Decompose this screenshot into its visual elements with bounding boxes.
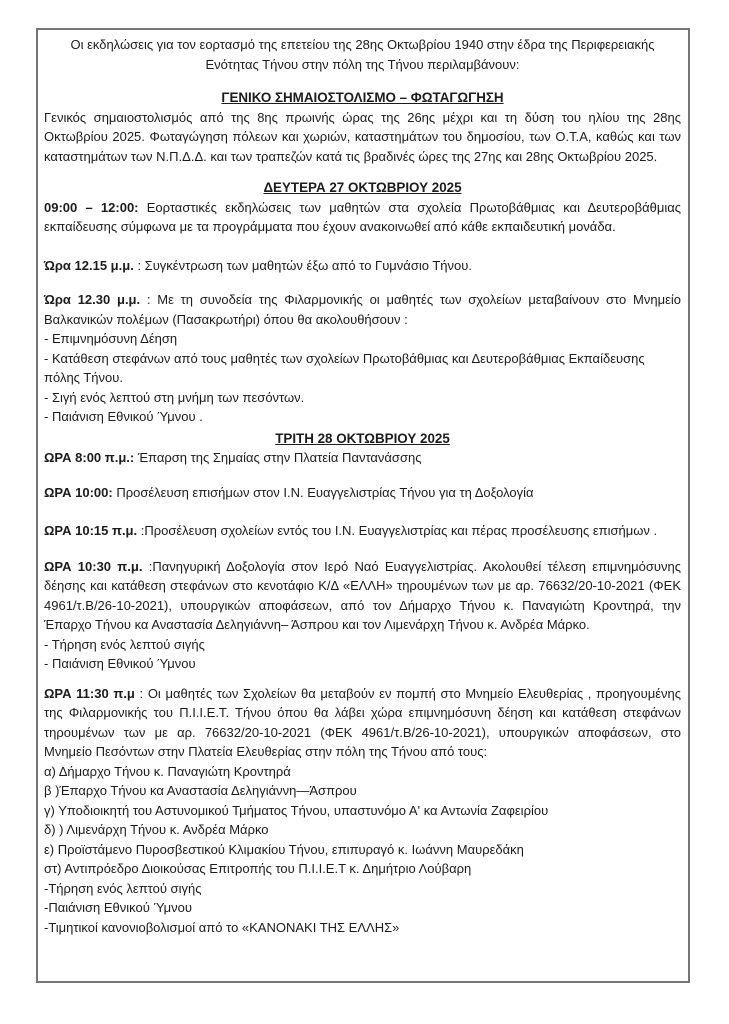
list-item: - Κατάθεση στεφάνων από τους μαθητές των σχολείων Πρωτοβάθμιας και Δευτεροβάθμιας Εκπαίδευσης πόλης Τήνου. (44, 350, 645, 385)
event-text: :Πανηγυρική Δοξολογία στον Ιερό Ναό Ευαγγελιστρίας. Ακολουθεί τέλεση επιμνημόσυνης δέησης και κατάθεση στεφάνων στο κενοτάφιο Κ/Δ «ΕΛΛΗ» τηρουμένων των με αρ. 76632/20-10-2021 (ΦΕΚ 4961/τ.Β/26-10-2021), υπουργικών αποφάσεων, από τον Δήμαρχο Τήνου κ. Παναγιώτη Κροντηρά, την Έπαρχο Τήνου κα Αναστασία Δεληγιάννη– Άσπρου και τον Λιμενάρχη Τήνου κ. Ανδρέα Μάρκο. (44, 558, 681, 632)
monday-event-1215 (44, 256, 681, 276)
list-item: - Παιάνιση Εθνικού Ύμνου (44, 656, 196, 671)
list-item: -Τιμητικοί κανονιοβολισμοί από το «ΚΑΝΟΝΑΚΙ ΤΗΣ ΕΛΛΗΣ» (44, 919, 400, 935)
tuesday-heading-text: ΤΡΙΤΗ 28 ΟΚΤΩΒΡΙΟΥ 2025 (275, 430, 450, 446)
tuesday-event-0800 (44, 448, 681, 468)
event-time: ΩΡΑ 11:30 π.μ (44, 685, 135, 701)
general-flag-heading (44, 88, 681, 108)
general-flag-heading-text: ΓΕΝΙΚΟ ΣΗΜΑΙΟΣΤΟΛΙΣΜΟ – ΦΩΤΑΓΩΓΗΣΗ (221, 90, 504, 105)
event-text: Προσέλευση επισήμων στον Ι.Ν. Ευαγγελιστρίας Τήνου για τη Δοξολογία (112, 484, 534, 500)
list-item: στ) Αντιπρόεδρο Διοικούσας Επιτροπής του Π.Ι.Ι.Ε.Τ κ. Δημήτριο Λούβαρη (44, 861, 472, 876)
list-item: - Επιμνημόσυνη Δέηση (44, 331, 178, 346)
tuesday-event-1030 (44, 557, 681, 635)
tuesday-event-1130 (44, 684, 681, 762)
list-item: α) Δήμαρχο Τήνου κ. Παναγιώτη Κροντηρά (44, 763, 291, 779)
list-item: - Τήρηση ενός λεπτού σιγής (44, 636, 205, 652)
tuesday-event-1000 (44, 483, 681, 503)
monday-event-1230 (44, 290, 681, 329)
general-flag-body: Γενικός σημαιοστολισμός από της 8ης πρωινής ώρας της 26ης μέχρι και τη δύση του ηλίου της 28ης Οκτωβρίου 2025. Φωταγώγηση πόλεων και χωριών, καταστημάτων του δημοσίου, των Ο.Τ.Α, καθώς και των καταστημάτων των Ν.Π.Δ.Δ. και των τραπεζών κατά τις βραδινές ώρες της 27ης και 28ης Οκτωβρίου 2025. (44, 109, 681, 164)
event-text: : Συγκέντρωση των μαθητών έξω από το Γυμνάσιο Τήνου. (133, 257, 472, 273)
event-text: : Με τη συνοδεία της Φιλαρμονικής οι μαθητές των σχολείων μεταβαίνουν στο Μνημείο Βαλκανικών πολέμων (Πασακρωτήρι) όπου θα ακολουθήσουν : (44, 292, 681, 327)
list-item: - Παιάνιση Εθνικού Ύμνου . (44, 409, 203, 424)
monday-event-0900-1200 (44, 198, 681, 237)
event-time: Ώρα 12.30 μ.μ. (44, 292, 141, 307)
event-time: Ώρα 12.15 μ.μ. (44, 257, 134, 273)
event-text: Έπαρση της Σημαίας στην Πλατεία Παντανάσσης (134, 450, 422, 465)
event-time: ΩΡΑ 10:00: (44, 484, 113, 500)
list-item: -Παιάνιση Εθνικού Ύμνου (44, 900, 192, 915)
list-item: γ) Υποδιοικητή του Αστυνομικού Τμήματος Τήνου, υπαστυνόμο Α' κα Αντωνία Ζαφειρίου (44, 802, 549, 818)
list-item: β )Έπαρχο Τήνου κα Αναστασία Δεληγιάννη—Άσπρου (44, 783, 357, 798)
monday-heading (44, 178, 681, 198)
intro-paragraph: Οι εκδηλώσεις για τον εορτασμό της επετείου της 28ης Οκτωβρίου 1940 στην έδρα της Περιφερειακής Ενότητας Τήνου στην πόλη της Τήνου περιλαμβάνουν: (70, 37, 655, 72)
tuesday-heading (44, 429, 681, 449)
event-text: : Οι μαθητές των Σχολείων θα μεταβούν εν πομπή στο Μνημείο Ελευθερίας , προηγουμένης της Φιλαρμονικής του Π.Ι.Ι.Ε.Τ. Τήνου όπου θα λάβει χώρα επιμνημόσυνη δέηση και κατάθεση στεφάνων τηρουμένων των με αρ. 76632/20-10-2021 (ΦΕΚ 4961/τ.Β/26-10-2021), υπουργικών αποφάσεων, στο Μνημείο Πεσόντων στην Πλατεία Ελευθερίας στην πόλη της Τήνου από τους: (44, 685, 681, 759)
event-time: ΩΡΑ 10:30 π.μ. (44, 558, 143, 574)
tuesday-event-1015 (44, 521, 681, 541)
monday-heading-text: ΔΕΥΤΕΡΑ 27 ΟΚΤΩΒΡΙΟΥ 2025 (263, 180, 462, 195)
event-time: ΩΡΑ 8:00 π.μ.: (44, 450, 135, 465)
event-time: 09:00 – 12:00: (44, 199, 139, 215)
list-item: - Σιγή ενός λεπτού στη μνήμη των πεσόντων. (44, 389, 305, 405)
event-text: :Προσέλευση σχολείων εντός του Ι.Ν. Ευαγγελιστρίας και πέρας προσέλευσης επισήμων . (137, 523, 658, 538)
list-item: -Τήρηση ενός λεπτού σιγής (44, 880, 202, 896)
event-time: ΩΡΑ 10:15 π.μ. (44, 523, 138, 538)
event-text: Εορταστικές εκδηλώσεις των μαθητών στα σχολεία Πρωτοβάθμιας και Δευτεροβάθμιας εκπαίδευσης σύμφωνα με τα προγράμματα που έχουν ανακοινωθεί από κάθε εκπαιδευτική μονάδα. (44, 199, 681, 234)
document-frame (36, 28, 690, 983)
list-item: ε) Προϊστάμενο Πυροσβεστικού Κλιμακίου Τήνου, επιπυραγό κ. Ιωάννη Μαυρεδάκη (44, 841, 524, 857)
list-item: δ) ) Λιμενάρχη Τήνου κ. Ανδρέα Μάρκο (44, 822, 269, 837)
